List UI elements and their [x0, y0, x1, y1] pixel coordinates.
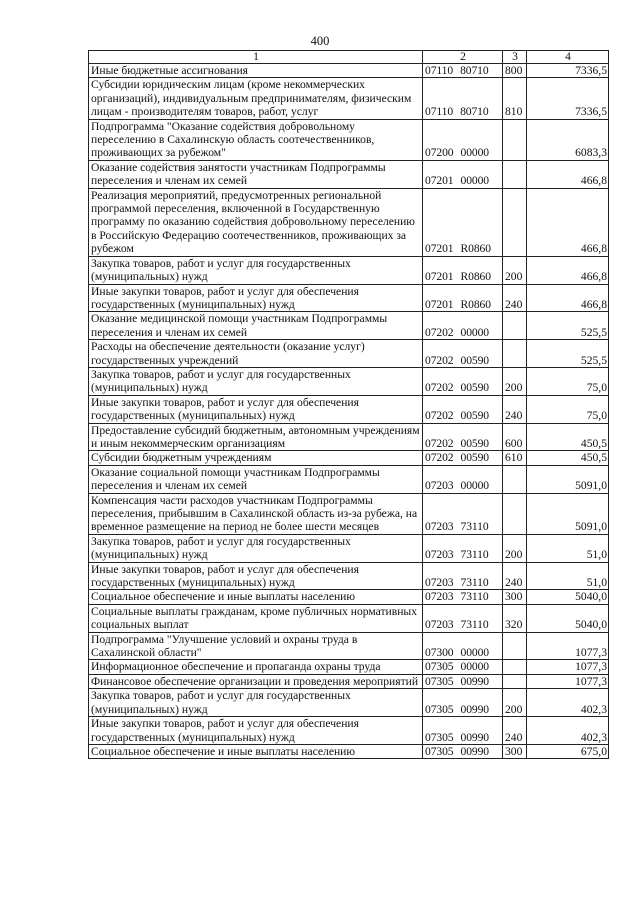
row-expense-code: 80710: [460, 64, 489, 77]
row-amount: 7336,5: [527, 64, 609, 78]
row-amount: 402,3: [527, 689, 609, 717]
row-expense-code: 00000: [460, 325, 489, 339]
row-description: Закупка товаров, работ и услуг для государственных (муниципальных) нужд: [89, 256, 423, 284]
row-expense-code: 73110: [460, 618, 489, 632]
row-description: Социальное обеспечение и иные выплаты населению: [89, 744, 423, 758]
row-description: Иные закупки товаров, работ и услуг для обеспечения государственных (муниципальных) нужд: [89, 562, 423, 590]
row-amount: 1077,3: [527, 632, 609, 660]
table-row: [89, 562, 609, 590]
row-description: Социальное обеспечение и иные выплаты населению: [89, 590, 423, 604]
row-program-code: 07300: [425, 646, 454, 660]
row-description: Социальные выплаты гражданам, кроме публичных нормативных социальных выплат: [89, 604, 423, 632]
row-amount: 466,8: [527, 188, 609, 256]
table-row: [89, 689, 609, 717]
row-description: Иные закупки товаров, работ и услуг для обеспечения государственных (муниципальных) нужд: [89, 395, 423, 423]
row-description: Реализация мероприятий, предусмотренных региональной программой переселения, включенной в Государственную программу по оказанию содействия добровольному переселению в Российскую Федерацию соотечественников, проживающих за рубежом: [89, 188, 423, 256]
row-expense-code: R0860: [460, 242, 491, 256]
row-description: Предоставление субсидий бюджетным, автономным учреждениям и иным некоммерческим организациям: [89, 423, 423, 451]
row-description: Финансовое обеспечение организации и проведения мероприятий: [89, 674, 423, 688]
row-expense-type: [503, 160, 527, 188]
row-program-code: 07202: [425, 325, 454, 339]
row-amount: 1077,3: [527, 674, 609, 688]
table-row: [89, 284, 609, 312]
table-row: [89, 674, 609, 688]
row-amount: 525,5: [527, 312, 609, 340]
row-classification-code: [423, 188, 503, 256]
row-program-code: 07203: [425, 479, 454, 493]
row-expense-code: 00590: [460, 409, 489, 423]
row-classification-code: [423, 562, 503, 590]
row-expense-code: 00590: [460, 353, 489, 367]
row-expense-code: 00000: [460, 479, 489, 493]
row-expense-code: 00590: [460, 451, 489, 465]
table-row: [89, 78, 609, 119]
row-amount: 675,0: [527, 744, 609, 758]
header-col-amount: 4: [527, 51, 609, 64]
table-row: [89, 534, 609, 562]
row-program-code: 07201: [425, 174, 454, 188]
page-number: 400: [310, 34, 330, 48]
row-classification-code: [423, 284, 503, 312]
row-amount: 6083,3: [527, 119, 609, 160]
row-expense-type: 200: [503, 689, 527, 717]
row-expense-code: 00990: [460, 702, 489, 716]
row-classification-code: [423, 632, 503, 660]
row-classification-code: [423, 312, 503, 340]
row-amount: 402,3: [527, 717, 609, 745]
row-description: Закупка товаров, работ и услуг для государственных (муниципальных) нужд: [89, 367, 423, 395]
row-expense-type: [503, 674, 527, 688]
row-program-code: 07202: [425, 409, 454, 423]
table-row: [89, 493, 609, 534]
row-description: Информационное обеспечение и пропаганда охраны труда: [89, 660, 423, 674]
row-expense-code: 73110: [460, 520, 489, 534]
row-expense-code: 73110: [460, 576, 489, 590]
row-classification-code: [423, 465, 503, 493]
row-amount: 75,0: [527, 367, 609, 395]
row-description: Закупка товаров, работ и услуг для государственных (муниципальных) нужд: [89, 689, 423, 717]
table-row: [89, 744, 609, 758]
table-body: [89, 64, 609, 759]
row-amount: 51,0: [527, 534, 609, 562]
row-description: Компенсация части расходов участникам Подпрограммы переселения, прибывшим в Сахалинской область из-за рубежа, на временное размещение на период не более шести месяцев: [89, 493, 423, 534]
row-amount: 466,8: [527, 160, 609, 188]
row-expense-type: 240: [503, 717, 527, 745]
table-row: [89, 660, 609, 674]
row-expense-type: 200: [503, 256, 527, 284]
row-expense-type: 610: [503, 451, 527, 465]
row-expense-type: [503, 340, 527, 368]
row-program-code: 07110: [425, 64, 454, 77]
row-expense-type: 240: [503, 395, 527, 423]
row-program-code: 07305: [425, 674, 454, 688]
row-expense-code: R0860: [460, 270, 491, 284]
row-program-code: 07202: [425, 353, 454, 367]
row-amount: 51,0: [527, 562, 609, 590]
row-classification-code: [423, 744, 503, 758]
table-row: [89, 367, 609, 395]
header-col-type: 3: [503, 51, 527, 64]
row-expense-type: [503, 312, 527, 340]
row-program-code: 07201: [425, 242, 454, 256]
header-col-name: 1: [89, 51, 423, 64]
row-classification-code: [423, 367, 503, 395]
row-expense-code: 00590: [460, 381, 489, 395]
row-amount: 450,5: [527, 423, 609, 451]
row-expense-code: R0860: [460, 297, 491, 311]
row-classification-code: [423, 660, 503, 674]
row-amount: 5040,0: [527, 590, 609, 604]
row-expense-type: 200: [503, 534, 527, 562]
row-amount: 1077,3: [527, 660, 609, 674]
table-row: [89, 590, 609, 604]
row-expense-type: 200: [503, 367, 527, 395]
row-expense-code: 00000: [460, 146, 489, 160]
table-row: [89, 632, 609, 660]
row-program-code: 07203: [425, 618, 454, 632]
table-row: [89, 160, 609, 188]
row-amount: 7336,5: [527, 78, 609, 119]
table-row: [89, 312, 609, 340]
row-amount: 75,0: [527, 395, 609, 423]
row-expense-code: 00590: [460, 436, 489, 450]
row-expense-type: 810: [503, 78, 527, 119]
header-col-code: 2: [423, 51, 503, 64]
table-row: [89, 395, 609, 423]
row-program-code: 07200: [425, 146, 454, 160]
table-header-row: [89, 51, 609, 64]
row-program-code: 07201: [425, 270, 454, 284]
row-amount: 466,8: [527, 256, 609, 284]
row-expense-code: 00990: [460, 730, 489, 744]
row-expense-type: 300: [503, 744, 527, 758]
row-description: Оказание социальной помощи участникам Подпрограммы переселения и членам их семей: [89, 465, 423, 493]
row-description: Субсидии юридическим лицам (кроме некоммерческих организаций), индивидуальным предпринимателям, физическим лицам - производителям товаров, работ, услуг: [89, 78, 423, 119]
row-description: Оказание медицинской помощи участникам Подпрограммы переселения и членам их семей: [89, 312, 423, 340]
row-classification-code: [423, 119, 503, 160]
row-expense-type: 240: [503, 562, 527, 590]
row-program-code: 07305: [425, 702, 454, 716]
row-expense-type: 240: [503, 284, 527, 312]
row-classification-code: [423, 493, 503, 534]
row-description: Оказание содействия занятости участникам Подпрограммы переселения и членам их семей: [89, 160, 423, 188]
row-expense-code: 00000: [460, 174, 489, 188]
table-row: [89, 256, 609, 284]
table-row: [89, 451, 609, 465]
row-classification-code: [423, 674, 503, 688]
row-expense-type: [503, 493, 527, 534]
row-program-code: 07110: [425, 105, 454, 119]
row-expense-type: [503, 660, 527, 674]
table-row: [89, 604, 609, 632]
row-expense-type: 600: [503, 423, 527, 451]
row-classification-code: [423, 340, 503, 368]
row-classification-code: [423, 689, 503, 717]
row-program-code: 07203: [425, 548, 454, 562]
row-expense-type: 300: [503, 590, 527, 604]
row-program-code: 07203: [425, 520, 454, 534]
table-row: [89, 64, 609, 78]
table-row: [89, 340, 609, 368]
table-row: [89, 465, 609, 493]
table-row: [89, 423, 609, 451]
row-classification-code: [423, 604, 503, 632]
row-expense-code: 00000: [460, 646, 489, 660]
row-program-code: 07305: [425, 660, 454, 674]
row-amount: 5091,0: [527, 465, 609, 493]
row-classification-code: [423, 64, 503, 78]
row-classification-code: [423, 534, 503, 562]
row-classification-code: [423, 160, 503, 188]
row-expense-code: 00990: [460, 744, 489, 758]
row-expense-type: [503, 632, 527, 660]
row-expense-code: 73110: [460, 548, 489, 562]
row-program-code: 07202: [425, 381, 454, 395]
row-amount: 450,5: [527, 451, 609, 465]
row-program-code: 07201: [425, 297, 454, 311]
row-program-code: 07305: [425, 730, 454, 744]
row-expense-code: 00000: [460, 660, 489, 674]
row-expense-code: 00990: [460, 674, 489, 688]
row-expense-type: [503, 119, 527, 160]
row-amount: 525,5: [527, 340, 609, 368]
row-description: Субсидии бюджетным учреждениям: [89, 451, 423, 465]
row-description: Иные закупки товаров, работ и услуг для обеспечения государственных (муниципальных) нужд: [89, 284, 423, 312]
row-classification-code: [423, 395, 503, 423]
row-description: Подпрограмма "Оказание содействия добровольному переселению в Сахалинскую область соотечественников, проживающих за рубежом": [89, 119, 423, 160]
budget-table: [88, 50, 609, 759]
row-classification-code: [423, 451, 503, 465]
row-description: Расходы на обеспечение деятельности (оказание услуг) государственных учреждений: [89, 340, 423, 368]
row-expense-type: 320: [503, 604, 527, 632]
row-expense-code: 73110: [460, 590, 489, 604]
row-amount: 5040,0: [527, 604, 609, 632]
row-description: Подпрограмма "Улучшение условий и охраны труда в Сахалинской области": [89, 632, 423, 660]
row-classification-code: [423, 717, 503, 745]
row-program-code: 07202: [425, 451, 454, 465]
table-row: [89, 188, 609, 256]
table-row: [89, 717, 609, 745]
row-program-code: 07305: [425, 744, 454, 758]
row-classification-code: [423, 78, 503, 119]
row-program-code: 07203: [425, 590, 454, 604]
row-classification-code: [423, 590, 503, 604]
row-expense-type: 800: [503, 64, 527, 78]
row-description: Закупка товаров, работ и услуг для государственных (муниципальных) нужд: [89, 534, 423, 562]
row-classification-code: [423, 256, 503, 284]
row-program-code: 07203: [425, 576, 454, 590]
row-description: Иные бюджетные ассигнования: [89, 64, 423, 78]
row-amount: 5091,0: [527, 493, 609, 534]
row-expense-code: 80710: [460, 105, 489, 119]
row-classification-code: [423, 423, 503, 451]
row-program-code: 07202: [425, 436, 454, 450]
row-expense-type: [503, 188, 527, 256]
row-expense-type: [503, 465, 527, 493]
row-description: Иные закупки товаров, работ и услуг для обеспечения государственных (муниципальных) нужд: [89, 717, 423, 745]
row-amount: 466,8: [527, 284, 609, 312]
table-row: [89, 119, 609, 160]
